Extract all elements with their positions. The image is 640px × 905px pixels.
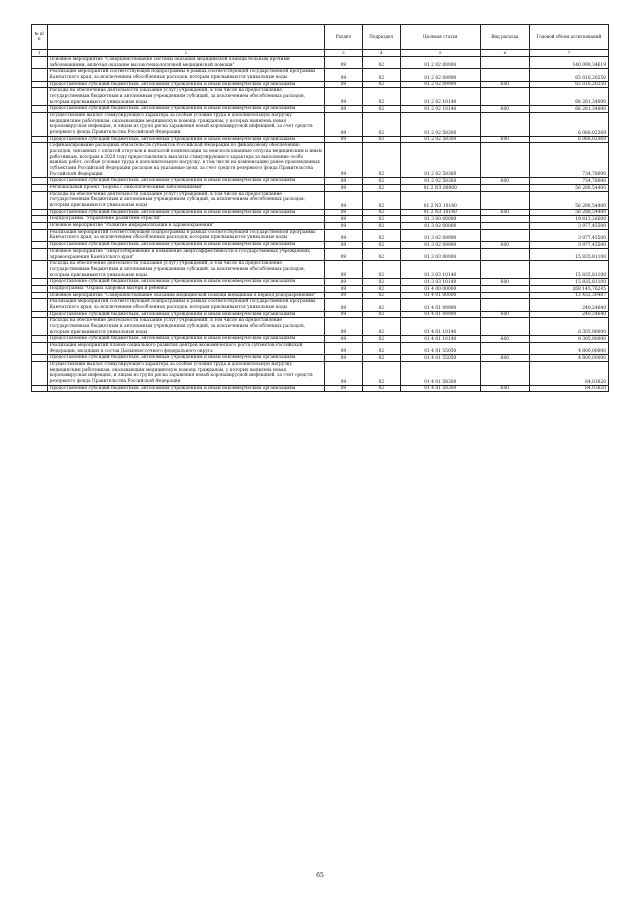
row-subsection-cell: 02 <box>362 261 400 279</box>
row-name-cell: Предоставление субсидий бюджетным, автономным учреждениям и иным некоммерческим организациям <box>47 178 324 185</box>
budget-table <box>31 24 609 392</box>
header-number: 5 <box>400 50 480 57</box>
row-amount-cell: 3 977,45500 <box>529 229 608 241</box>
row-name-cell: Реализация мероприятий планов социального развития центров экономического роста субъектов Российской Федерации, входящих в состав Дальневосточного федерального округа <box>47 342 324 354</box>
row-amount-cell: 56 288,54400 <box>529 185 608 192</box>
row-expense-type-cell <box>480 292 529 299</box>
table-row <box>32 191 609 209</box>
row-amount-cell: 84,03620 <box>529 361 608 385</box>
table-row <box>32 185 609 192</box>
row-target-article-cell: 01 4 00 00000 <box>400 285 480 292</box>
row-target-article-cell: 01 2 N3 00000 <box>400 185 480 192</box>
row-target-article-cell: 01 2 02 10140 <box>400 106 480 113</box>
row-amount-cell: 734,78000 <box>529 143 608 178</box>
row-number-cell <box>32 279 48 286</box>
row-target-article-cell: 01 4 01 09990 <box>400 311 480 318</box>
row-subsection-cell: 02 <box>362 385 400 392</box>
row-subsection-cell: 02 <box>362 355 400 362</box>
row-expense-type-cell <box>480 216 529 223</box>
row-number-cell <box>32 143 48 178</box>
row-amount-cell: 15 835,81100 <box>529 279 608 286</box>
header-amount: Годовой объем ассигнований <box>529 25 608 50</box>
row-target-article-cell: 01 4 01 58300 <box>400 361 480 385</box>
row-name-cell: Предоставление субсидий бюджетным, автономным учреждениям и иным некоммерческим организациям <box>47 279 324 286</box>
row-section-cell: 09 <box>324 209 362 216</box>
row-amount-cell: 268 145,76245 <box>529 285 608 292</box>
row-subsection-cell: 02 <box>362 229 400 241</box>
row-expense-type-cell <box>480 248 529 260</box>
row-expense-type-cell: 600 <box>480 178 529 185</box>
table-row <box>32 318 609 336</box>
row-subsection-cell: 02 <box>362 242 400 249</box>
row-section-cell: 09 <box>324 69 362 81</box>
row-target-article-cell: 01 2 02 58360 <box>400 143 480 178</box>
row-subsection-cell: 02 <box>362 361 400 385</box>
row-target-article-cell: 01 4 01 00000 <box>400 292 480 299</box>
row-section-cell: 09 <box>324 242 362 249</box>
row-number-cell <box>32 106 48 113</box>
row-expense-type-cell: 600 <box>480 81 529 88</box>
row-name-cell: Расходы на обеспечение деятельности (оказание услуг) учреждений, в том числе на предоставление государственным бюджетным и автономным учреждениям субсидий, за исключением обособленных расходов, которым присваиваются уникальные коды <box>47 88 324 106</box>
table-row <box>32 355 609 362</box>
table-row <box>32 299 609 311</box>
row-subsection-cell: 02 <box>362 299 400 311</box>
header-subsection: Подраздел <box>362 25 400 50</box>
row-target-article-cell: 01 3 02 09990 <box>400 242 480 249</box>
table-row <box>32 261 609 279</box>
row-section-cell: 09 <box>324 292 362 299</box>
row-target-article-cell: 01 3 02 09990 <box>400 229 480 241</box>
row-name-cell: Предоставление субсидий бюджетным, автономным учреждениям и иным некоммерческим организациям <box>47 106 324 113</box>
table-row <box>32 106 609 113</box>
row-target-article-cell: 01 3 03 10140 <box>400 279 480 286</box>
table-row <box>32 81 609 88</box>
row-section-cell: 09 <box>324 279 362 286</box>
row-number-cell <box>32 361 48 385</box>
row-name-cell: Расходы на обеспечение деятельности (оказание услуг) учреждений, в том числе на предоставление государственным бюджетным и автономным учреждениям субсидий, за исключением обособленных расходов, которым присваиваются уникальные коды <box>47 318 324 336</box>
row-section-cell: 09 <box>324 178 362 185</box>
row-target-article-cell: 01 4 01 10140 <box>400 336 480 343</box>
row-name-cell: Региональный проект "Борьба с онкологическими заболеваниями" <box>47 185 324 192</box>
row-name-cell: Предоставление субсидий бюджетным, автономным учреждениям и иным некоммерческим организациям <box>47 385 324 392</box>
row-subsection-cell: 02 <box>362 185 400 192</box>
row-amount-cell: 240,24640 <box>529 311 608 318</box>
row-number-cell <box>32 185 48 192</box>
row-amount-cell: 15 835,81100 <box>529 248 608 260</box>
row-number-cell <box>32 178 48 185</box>
row-subsection-cell: 02 <box>362 223 400 230</box>
row-subsection-cell: 02 <box>362 311 400 318</box>
row-expense-type-cell: 600 <box>480 106 529 113</box>
row-section-cell: 09 <box>324 355 362 362</box>
row-amount-cell: 19 813,26600 <box>529 216 608 223</box>
row-expense-type-cell <box>480 191 529 209</box>
row-target-article-cell: 01 2 02 58300 <box>400 136 480 143</box>
row-amount-cell: 68 281,34000 <box>529 88 608 106</box>
row-subsection-cell: 02 <box>362 336 400 343</box>
row-amount-cell: 56 288,54400 <box>529 191 608 209</box>
row-expense-type-cell: 600 <box>480 209 529 216</box>
row-number-cell <box>32 191 48 209</box>
row-amount-cell: 6 066,02369 <box>529 113 608 137</box>
header-number: 1 <box>32 50 48 57</box>
row-section-cell: 09 <box>324 185 362 192</box>
row-name-cell: Предоставление субсидий бюджетным, автономным учреждениям и иным некоммерческим организациям <box>47 81 324 88</box>
row-amount-cell: 65 016,20250 <box>529 81 608 88</box>
row-expense-type-cell <box>480 285 529 292</box>
row-number-cell <box>32 385 48 392</box>
row-subsection-cell: 02 <box>362 113 400 137</box>
row-subsection-cell: 02 <box>362 57 400 69</box>
row-section-cell: 09 <box>324 318 362 336</box>
page-number: 65 <box>316 872 324 879</box>
header-number: 6 <box>480 50 529 57</box>
row-subsection-cell: 02 <box>362 216 400 223</box>
header-expense-type: Вид расхода <box>480 25 529 50</box>
row-target-article-cell: 01 4 01 55050 <box>400 342 480 354</box>
row-name-cell: Реализация мероприятий соответствующей подпрограммы в рамках соответствующей государственной программы Камчатского края, за исключением обособленных расходов, которым присваиваются уникальные коды <box>47 299 324 311</box>
table-row <box>32 248 609 260</box>
row-name-cell: Предоставление субсидий бюджетным, автономным учреждениям и иным некоммерческим организациям <box>47 242 324 249</box>
row-number-cell <box>32 136 48 143</box>
row-subsection-cell: 02 <box>362 191 400 209</box>
row-amount-cell: 68 281,34000 <box>529 106 608 113</box>
header-number: 7 <box>529 50 608 57</box>
row-expense-type-cell <box>480 223 529 230</box>
header-target-article: Целевая статья <box>400 25 480 50</box>
row-expense-type-cell <box>480 261 529 279</box>
row-expense-type-cell: 600 <box>480 336 529 343</box>
row-number-cell <box>32 285 48 292</box>
row-number-cell <box>32 223 48 230</box>
row-target-article-cell: 01 2 02 58360 <box>400 178 480 185</box>
table-row <box>32 136 609 143</box>
row-section-cell: 09 <box>324 248 362 260</box>
row-name-cell: Осуществление выплат стимулирующего характера за особые условия труда и дополнительную нагрузку медицинским работникам, оказывающим медицинскую помощь гражданам, у которых выявлена новая коронавирусная инфекция, и лицам из групп риска заражения новой коронавирусной инфекцией, за счет средств резервного фонда Правительства Российской Федерации <box>47 113 324 137</box>
row-subsection-cell: 02 <box>362 178 400 185</box>
row-number-cell <box>32 88 48 106</box>
row-number-cell <box>32 355 48 362</box>
row-section-cell: 09 <box>324 136 362 143</box>
row-subsection-cell: 02 <box>362 209 400 216</box>
row-name-cell: Расходы на обеспечение деятельности (оказание услуг) учреждений, в том числе на предоставление государственным бюджетным и автономным учреждениям субсидий, за исключением обособленных расходов, которым присваиваются уникальные коды <box>47 191 324 209</box>
table-row <box>32 216 609 223</box>
row-number-cell <box>32 248 48 260</box>
row-section-cell: 09 <box>324 342 362 354</box>
row-target-article-cell: 01 3 03 00000 <box>400 248 480 260</box>
row-section-cell: 09 <box>324 385 362 392</box>
row-number-cell <box>32 342 48 354</box>
row-subsection-cell: 02 <box>362 143 400 178</box>
row-amount-cell: 240,24640 <box>529 299 608 311</box>
table-row <box>32 223 609 230</box>
row-target-article-cell: 01 3 03 10140 <box>400 261 480 279</box>
row-name-cell: Осуществление выплат стимулирующего характера за особые условия труда и дополнительную нагрузку медицинским работникам, оказывающим медицинскую помощь гражданам, у которых выявлена новая коронавирусная инфекция, и лицам из групп риска заражения новой коронавирусной инфекцией, за счет средств резервного фонда Правительства Российской Федерации <box>47 361 324 385</box>
row-section-cell: 09 <box>324 261 362 279</box>
header-number: 4 <box>362 50 400 57</box>
row-expense-type-cell <box>480 229 529 241</box>
row-target-article-cell: 01 2 02 09990 <box>400 69 480 81</box>
row-target-article-cell: 01 3 02 00000 <box>400 223 480 230</box>
row-number-cell <box>32 292 48 299</box>
table-row <box>32 385 609 392</box>
row-amount-cell: 15 835,81100 <box>529 261 608 279</box>
row-number-cell <box>32 229 48 241</box>
header-number: 3 <box>324 50 362 57</box>
row-amount-cell: 4 800,00000 <box>529 342 608 354</box>
row-subsection-cell: 02 <box>362 136 400 143</box>
row-number-cell <box>32 216 48 223</box>
row-target-article-cell: 01 4 01 10140 <box>400 318 480 336</box>
row-amount-cell: 84,03620 <box>529 385 608 392</box>
table-row <box>32 311 609 318</box>
row-expense-type-cell: 600 <box>480 385 529 392</box>
header-numbers-row <box>32 50 609 57</box>
row-expense-type-cell <box>480 342 529 354</box>
table-row <box>32 342 609 354</box>
row-expense-type-cell <box>480 318 529 336</box>
row-subsection-cell: 02 <box>362 279 400 286</box>
row-expense-type-cell: 600 <box>480 311 529 318</box>
row-number-cell <box>32 57 48 69</box>
row-amount-cell: 140 098,34619 <box>529 57 608 69</box>
row-target-article-cell: 01 4 01 58300 <box>400 385 480 392</box>
table-row <box>32 113 609 137</box>
row-section-cell: 09 <box>324 285 362 292</box>
row-section-cell: 09 <box>324 81 362 88</box>
table-row <box>32 242 609 249</box>
table-row <box>32 279 609 286</box>
row-number-cell <box>32 318 48 336</box>
row-section-cell: 09 <box>324 361 362 385</box>
row-expense-type-cell: 600 <box>480 136 529 143</box>
row-target-article-cell: 01 2 02 10140 <box>400 88 480 106</box>
row-amount-cell: 8 305,90000 <box>529 318 608 336</box>
table-row <box>32 292 609 299</box>
table-row <box>32 57 609 69</box>
row-name-cell: Софинансирование расходных обязательств субъектов Российской Федерации по финансовому обеспечению расходов, связанных с оплатой отпусков и выплатой компенсации за неиспользованные отпуска медицинским и иным работникам, которым в 2020 году предоставлялись выплаты стимулирующего характера за выполнение особо важных работ, особые условия труда и дополнительную нагрузку, в том числе на компенсацию ранее произведенных субъектами Российской Федерации расходов на указанные цели, за счет средств резервного фонда Правительства Российской Федерации <box>47 143 324 178</box>
row-subsection-cell: 02 <box>362 292 400 299</box>
row-number-cell <box>32 113 48 137</box>
row-amount-cell: 3 977,45500 <box>529 242 608 249</box>
row-subsection-cell: 02 <box>362 81 400 88</box>
row-name-cell: Предоставление субсидий бюджетным, автономным учреждениям и иным некоммерческим организациям <box>47 209 324 216</box>
row-expense-type-cell <box>480 113 529 137</box>
row-section-cell: 09 <box>324 106 362 113</box>
row-amount-cell: 13 432,30487 <box>529 292 608 299</box>
row-expense-type-cell: 600 <box>480 355 529 362</box>
row-target-article-cell: 01 4 01 09990 <box>400 299 480 311</box>
row-subsection-cell: 02 <box>362 106 400 113</box>
row-expense-type-cell: 600 <box>480 242 529 249</box>
row-name-cell: Основное мероприятие "Энергосбережение и повышение энергоэффективности в государственных учреждениях здравоохранения Камчатского края" <box>47 248 324 260</box>
row-name-cell: Предоставление субсидий бюджетным, автономным учреждениям и иным некоммерческим организациям <box>47 136 324 143</box>
row-section-cell: 09 <box>324 88 362 106</box>
row-name-cell: Основное мероприятие "Совершенствование системы оказания медицинской помощи больным прочими заболеваниями, включая оказание высокотехнологичной медицинской помощи" <box>47 57 324 69</box>
row-name-cell: Предоставление субсидий бюджетным, автономным учреждениям и иным некоммерческим организациям <box>47 355 324 362</box>
row-name-cell: Предоставление субсидий бюджетным, автономным учреждениям и иным некоммерческим организациям <box>47 311 324 318</box>
header-section: Раздел <box>324 25 362 50</box>
row-name-cell: Предоставление субсидий бюджетным, автономным учреждениям и иным некоммерческим организациям <box>47 336 324 343</box>
row-name-cell: Подпрограмма "Охрана здоровья матери и ребенка" <box>47 285 324 292</box>
header-row <box>32 25 609 50</box>
row-section-cell: 09 <box>324 336 362 343</box>
table-row <box>32 285 609 292</box>
row-expense-type-cell <box>480 299 529 311</box>
row-name-cell: Реализация мероприятий соответствующей подпрограммы в рамках соответствующей государственной программы Камчатского края, за исключением обособленных расходов, которым присваиваются уникальные коды <box>47 69 324 81</box>
table-body <box>32 57 609 392</box>
row-number-cell <box>32 242 48 249</box>
row-amount-cell: 56 288,54400 <box>529 209 608 216</box>
row-subsection-cell: 02 <box>362 318 400 336</box>
row-section-cell: 09 <box>324 113 362 137</box>
row-expense-type-cell <box>480 143 529 178</box>
row-section-cell: 09 <box>324 143 362 178</box>
table-row <box>32 229 609 241</box>
header-no: № п/п <box>32 25 48 50</box>
row-name-cell: Расходы на обеспечение деятельности (оказание услуг) учреждений, в том числе на предоставление государственным бюджетным и автономным учреждениям субсидий, за исключением обособленных расходов, которым присваиваются уникальные коды <box>47 261 324 279</box>
header-name <box>47 25 324 50</box>
row-subsection-cell: 02 <box>362 69 400 81</box>
row-name-cell: Основное мероприятие "Развитие информатизации в здравоохранении" <box>47 223 324 230</box>
row-expense-type-cell <box>480 361 529 385</box>
row-target-article-cell: 01 2 N3 10140 <box>400 209 480 216</box>
row-expense-type-cell <box>480 88 529 106</box>
table-row <box>32 88 609 106</box>
row-section-cell: 09 <box>324 299 362 311</box>
row-target-article-cell: 01 2 02 58300 <box>400 113 480 137</box>
row-expense-type-cell: 600 <box>480 279 529 286</box>
table-row <box>32 209 609 216</box>
row-target-article-cell: 01 2 02 09990 <box>400 81 480 88</box>
row-number-cell <box>32 81 48 88</box>
row-expense-type-cell <box>480 69 529 81</box>
row-target-article-cell: 01 2 02 00000 <box>400 57 480 69</box>
row-target-article-cell: 01 2 N3 10140 <box>400 191 480 209</box>
row-subsection-cell: 02 <box>362 248 400 260</box>
table-row <box>32 178 609 185</box>
row-number-cell <box>32 209 48 216</box>
row-target-article-cell: 01 3 00 00000 <box>400 216 480 223</box>
row-amount-cell: 3 977,45500 <box>529 223 608 230</box>
row-amount-cell: 734,78000 <box>529 178 608 185</box>
row-subsection-cell: 02 <box>362 88 400 106</box>
row-number-cell <box>32 69 48 81</box>
row-name-cell: Подпрограмма "Управление развитием отрасли" <box>47 216 324 223</box>
row-section-cell: 09 <box>324 223 362 230</box>
row-section-cell: 09 <box>324 191 362 209</box>
header-number: 2 <box>47 50 324 57</box>
row-name-cell: Основное мероприятие "Совершенствование оказания медицинской помощи женщинам в период родоразрешения" <box>47 292 324 299</box>
row-subsection-cell: 02 <box>362 342 400 354</box>
row-number-cell <box>32 261 48 279</box>
row-section-cell: 09 <box>324 229 362 241</box>
row-number-cell <box>32 311 48 318</box>
row-section-cell: 09 <box>324 311 362 318</box>
table-row <box>32 69 609 81</box>
row-name-cell: Реализация мероприятий соответствующей подпрограммы в рамках соответствующей государственной программы Камчатского края, за исключением обособленных расходов, которым присваиваются уникальные коды <box>47 229 324 241</box>
table-row <box>32 143 609 178</box>
table-row <box>32 361 609 385</box>
row-amount-cell: 4 800,00000 <box>529 355 608 362</box>
row-target-article-cell: 01 4 01 55050 <box>400 355 480 362</box>
table-row <box>32 336 609 343</box>
row-amount-cell: 6 066,02369 <box>529 136 608 143</box>
row-amount-cell: 65 016,20250 <box>529 69 608 81</box>
row-amount-cell: 8 305,90000 <box>529 336 608 343</box>
row-number-cell <box>32 336 48 343</box>
row-expense-type-cell <box>480 57 529 69</box>
row-section-cell: 09 <box>324 216 362 223</box>
row-number-cell <box>32 299 48 311</box>
row-expense-type-cell <box>480 185 529 192</box>
row-section-cell: 09 <box>324 57 362 69</box>
row-subsection-cell: 02 <box>362 285 400 292</box>
